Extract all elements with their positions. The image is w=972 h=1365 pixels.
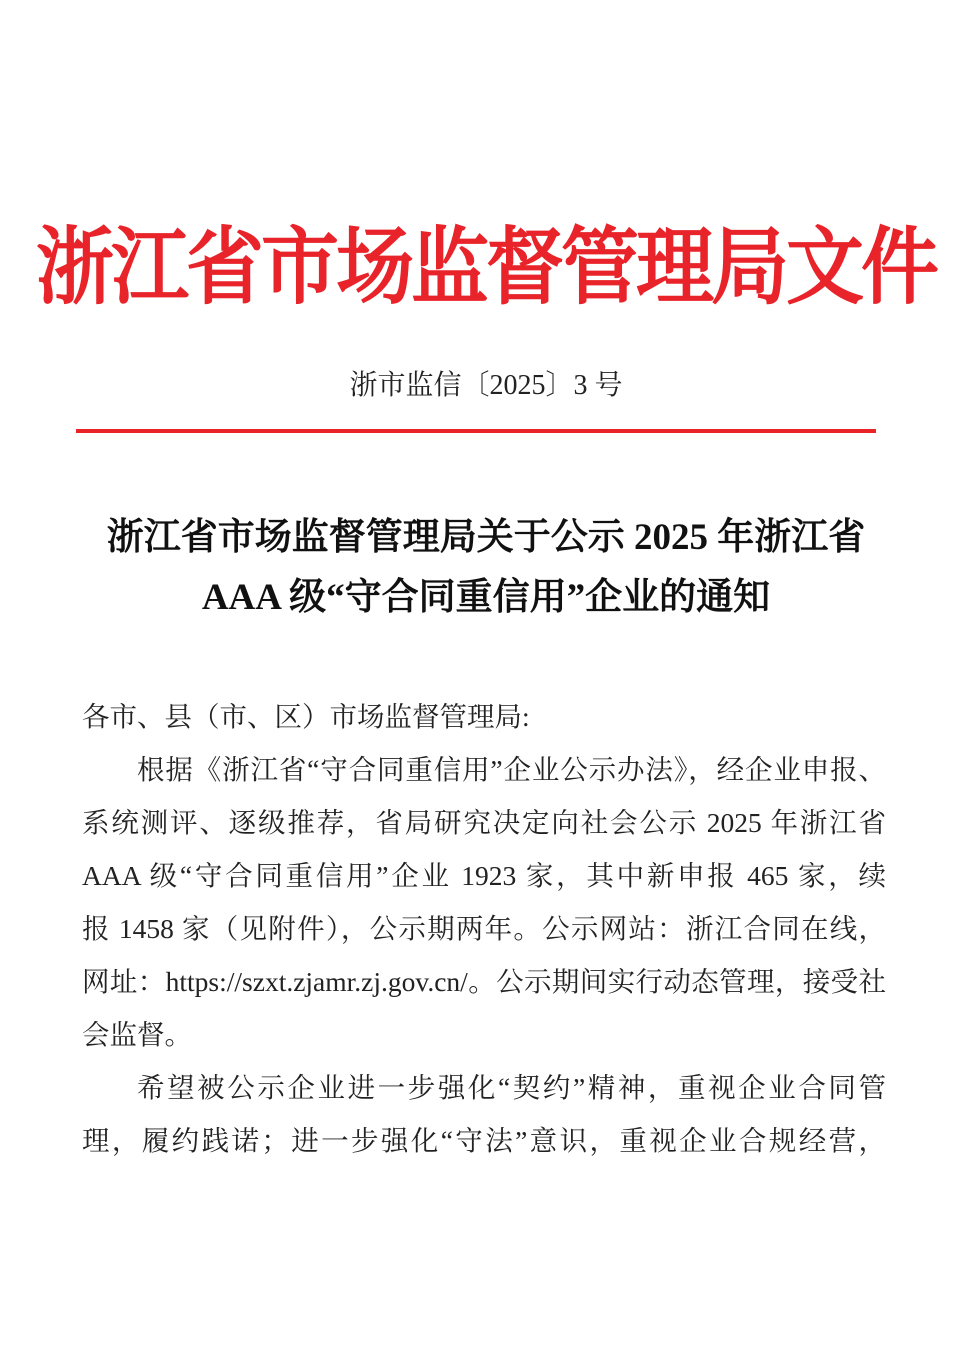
- notice-title-line-1: 浙江省市场监督管理局关于公示 2025 年浙江省: [106, 517, 866, 558]
- paragraph-1-line-1: 根据《浙江省“守合同重信用”企业公示办法》，经企业申报、: [137, 754, 886, 785]
- document-number: 浙市监信〔2025〕3 号: [349, 370, 623, 401]
- paragraph-1-line-5: 网址：https://szxt.zjamr.zj.gov.cn/。公示期间实行动态管理，接受社: [82, 966, 886, 997]
- notice-body: [82, 690, 886, 1167]
- paragraph-2-line-2: 理，履约践诺；进一步强化“守法”意识，重视企业合规经营，: [82, 1125, 886, 1156]
- salutation: 各市、县（市、区）市场监督管理局:: [82, 701, 530, 732]
- paragraph-1-line-2: 系统测评、逐级推荐，省局研究决定向社会公示 2025 年浙江省: [82, 807, 886, 838]
- paragraph-1-line-6: 会监督。: [82, 1019, 192, 1050]
- paragraph-1-line-4: 报 1458 家（见附件），公示期两年。公示网站：浙江合同在线，: [82, 913, 886, 944]
- document-masthead: 浙江省市场监督管理局文件: [35, 218, 936, 317]
- notice-title: [0, 508, 972, 628]
- paragraph-1-line-3: AAA 级“守合同重信用”企业 1923 家，其中新申报 465 家，续: [82, 860, 886, 891]
- notice-title-line-2: AAA 级“守合同重信用”企业的通知: [201, 577, 771, 618]
- paragraph-2-line-1: 希望被公示企业进一步强化“契约”精神，重视企业合同管: [137, 1072, 886, 1103]
- red-divider: [76, 429, 876, 433]
